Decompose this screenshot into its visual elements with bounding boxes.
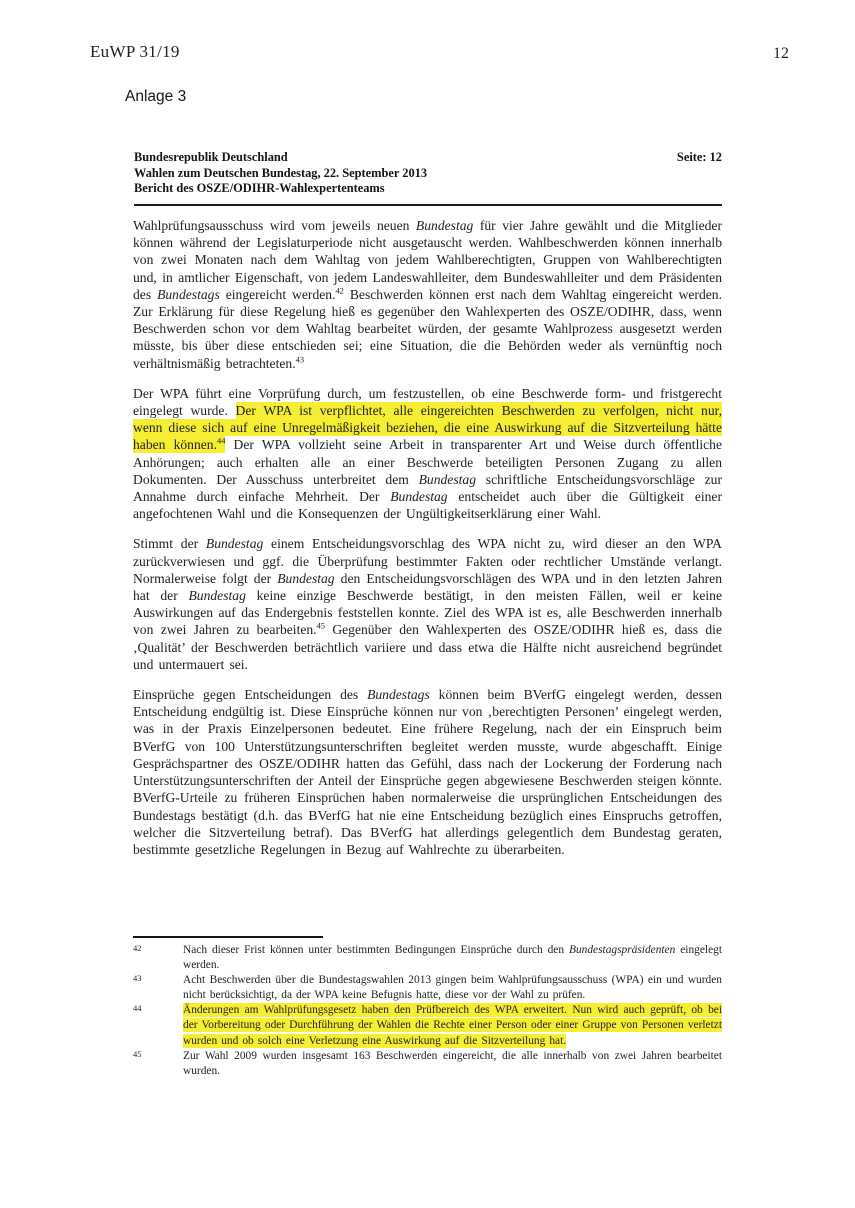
- text-run: eingelegt werden.: [183, 944, 723, 972]
- report-page-label: Seite: 12: [676, 150, 722, 164]
- text-run: Bundestag: [188, 588, 246, 604]
- text-run: Stimmt der: [133, 536, 206, 552]
- footnote-text: [183, 944, 722, 971]
- text-run: schriftliche Entscheidungsvorschläge zur Annahme durch einfache Mehrheit. Der: [133, 471, 723, 505]
- text-run: Bundestags: [157, 286, 220, 302]
- text-run: Einsprüche gegen Entscheidungen des: [133, 687, 368, 703]
- report-header: [134, 150, 722, 197]
- text-run: für vier Jahre gewählt und die Mitglieder können während der Legislaturperiode nicht ausgetauscht werden. Wahlbeschwerden können innerhalb von zwei Monaten nach dem Wahltag von jedem Wahlberechtigten, Gruppen von Wahlberechtigten und, in amtlicher Eigenschaft, von jedem Landeswahlleiter, dem Bundeswahlleiter und dem Präsidenten des: [133, 218, 722, 302]
- text-run: Der WPA führt eine Vorprüfung durch, um festzustellen, ob eine Beschwerde form- und fristgerecht eingelegt wurde.: [133, 385, 722, 419]
- footnote-number: 42: [133, 943, 142, 953]
- text-run: Der WPA vollzieht seine Arbeit in transparenter Art und Weise durch öffentliche Anhörungen; auch erhalten alle an einer Beschwerde beteiligten Personen Zugang zu allen Dokumenten. Der Ausschuss unterbreitet dem: [133, 437, 722, 487]
- text-run: Der WPA ist verpflichtet, alle eingereichten Beschwerden zu verfolgen, nicht nur, wenn diese sich auf eine Unregelmäßigkeit beziehen, die eine Auswirkung auf die Sitzverteilung hätte haben können.: [133, 403, 722, 453]
- footnote-item: [133, 1049, 722, 1079]
- footnote-number: 44: [133, 1003, 142, 1014]
- text-run: keine einzige Beschwerde bestätigt, in den meisten Fällen, weil er keine Auswirkungen auf das Endergebnis feststellen konnte. Ziel des WPA ist es, alle Beschwerden innerhalb von zwei Jahren zu bearbeiten.: [133, 588, 722, 638]
- paragraph: [133, 385, 722, 523]
- highlighted-text: [183, 1003, 722, 1047]
- footnote-ref: 44: [216, 435, 226, 446]
- text-run: können beim BVerfG eingelegt werden, dessen Entscheidung endgültig ist. Diese Einsprüche können nur von ‚berechtigten Personen’ eingelegt werden, was in der Praxis Einzelpersonen bedeutet. Eine frühere Regelung, nach der ein Einspruch beim BVerfG von 100 Unterstützungsunterschriften begleitet werden musste, wurde abgeschafft. Einige Gesprächspartner des OSZE/ODIHR hatten das Gefühl, dass nach der Lockerung der Forderung nach Unterstützungsunterschriften der Anteil der Einsprüche gegen abgewiesene Beschwerden steigen könnte. BVerfG-Urteile zu früheren Einsprüchen haben normalerweise die ursprünglichen Entscheidungen des Bundestags bestätigt (d.h. das BVerfG hat nie eine Entscheidung bezüglich eines Einspruchs getroffen, welcher die Sitzverteilung betraf). Das BVerfG hat allerdings gelegentlich dem Bundestag geraten, bestimmte gesetzliche Regelungen in Bezug auf Wahlrechte zu überarbeiten.: [133, 687, 722, 857]
- footnote-text: [183, 974, 722, 1001]
- paragraph: [133, 686, 722, 858]
- text-run: Beschwerden können erst nach dem Wahltag eingereicht werden. Zur Erklärung für diese Regelung hieß es gegenüber den Wahlexperten des OSZE/ODIHR, dass, wenn Beschwerden schon vor dem Wahltag bearbeitet würden, der gesamte Wahlprozess ausgesetzt werden müsste, bis über diese entschieden sei; eine Situation, die die Behörden weder als vernünftig noch verhältnismäßig betrachteten.: [133, 286, 722, 371]
- text-run: Bundestag: [390, 489, 448, 505]
- text-run: Bundestag: [415, 218, 474, 233]
- document-reference: EuWP 31/19: [90, 42, 180, 61]
- footnote-ref: 43: [295, 354, 305, 365]
- footnote-item: [133, 943, 722, 973]
- text-run: Bundestags: [367, 687, 430, 703]
- paragraph: [133, 217, 722, 372]
- text-run: Zur Wahl 2009 wurden insgesamt 163 Beschwerden eingereicht, die alle innerhalb von zwei Jahren bearbeitet wurden.: [183, 1049, 722, 1077]
- footnote-text: [183, 1050, 722, 1077]
- paragraph: [133, 535, 722, 673]
- body-text: [133, 217, 722, 871]
- text-run: Bundestag: [277, 570, 335, 586]
- report-title-line: Wahlen zum Deutschen Bundestag, 22. September 2013: [134, 165, 428, 180]
- text-run: eingereicht werden.: [219, 286, 336, 302]
- text-run: den Entscheidungsvorschlägen des WPA und in den letzten Jahren hat der: [133, 570, 722, 604]
- footnote-text: [183, 1003, 722, 1047]
- page-number: 12: [773, 45, 789, 62]
- text-run: Bundestagspräsidenten: [569, 944, 676, 956]
- text-run: einem Entscheidungsvorschlag des WPA nicht zu, wird dieser an den WPA zurückverwiesen und ggf. die Überprüfung bestimmter Fakten oder rechtlicher Umstände verlangt. Normalerweise folgt der: [133, 536, 722, 586]
- footnotes: [133, 943, 722, 1079]
- annex-label: Anlage 3: [125, 88, 187, 105]
- footnote-item: [133, 1003, 722, 1048]
- text-run: Wahlprüfungsausschuss wird vom jeweils neuen: [133, 218, 416, 233]
- header-divider: [134, 204, 722, 206]
- footnote-number: 43: [133, 973, 142, 984]
- text-run: Gegenüber den Wahlexperten des OSZE/ODIHR hieß es, dass die ‚Qualität’ der Beschwerden beträchtlich variiere und dass etwa die Hälfte nicht ausreichend begründet und untermauert sei.: [133, 622, 722, 672]
- text-run: Änderungen am Wahlprüfungsgesetz haben den Prüfbereich des WPA erweitert. Nun wird auch geprüft, ob bei der Vorbereitung oder Durchführung der Wahlen die Rechte einer Person oder einer Gruppe von Personen verletzt wurden und ob solch eine Verletzung eine Auswirkung auf die Sitzverteilung hat.: [183, 1004, 722, 1047]
- footnote-number: 45: [133, 1048, 142, 1059]
- footnote-divider: [133, 936, 323, 938]
- text-run: Nach dieser Frist können unter bestimmten Bedingungen Einsprüche durch den: [183, 944, 569, 956]
- report-country-line: Bundesrepublik Deutschland: [134, 150, 288, 164]
- text-run: Bundestag: [418, 471, 476, 487]
- report-subtitle-line: Bericht des OSZE/ODIHR-Wahlexpertenteams: [134, 181, 385, 196]
- text-run: entscheidet auch über die Gültigkeit einer angefochtenen Wahl und die Konsequenzen der Ungültigkeitserklärung einer Wahl.: [133, 489, 722, 522]
- footnote-ref: 42: [335, 285, 344, 296]
- footnote-item: [133, 973, 722, 1003]
- text-run: Bundestag: [205, 536, 264, 552]
- text-run: Acht Beschwerden über die Bundestagswahlen 2013 gingen beim Wahlprüfungsausschuss (WPA) ein und wurden nicht berücksichtigt, da der WPA keine Befugnis hatte, diese vor der Wahl zu prüfen.: [183, 974, 722, 1002]
- footnote-ref: 45: [316, 620, 326, 631]
